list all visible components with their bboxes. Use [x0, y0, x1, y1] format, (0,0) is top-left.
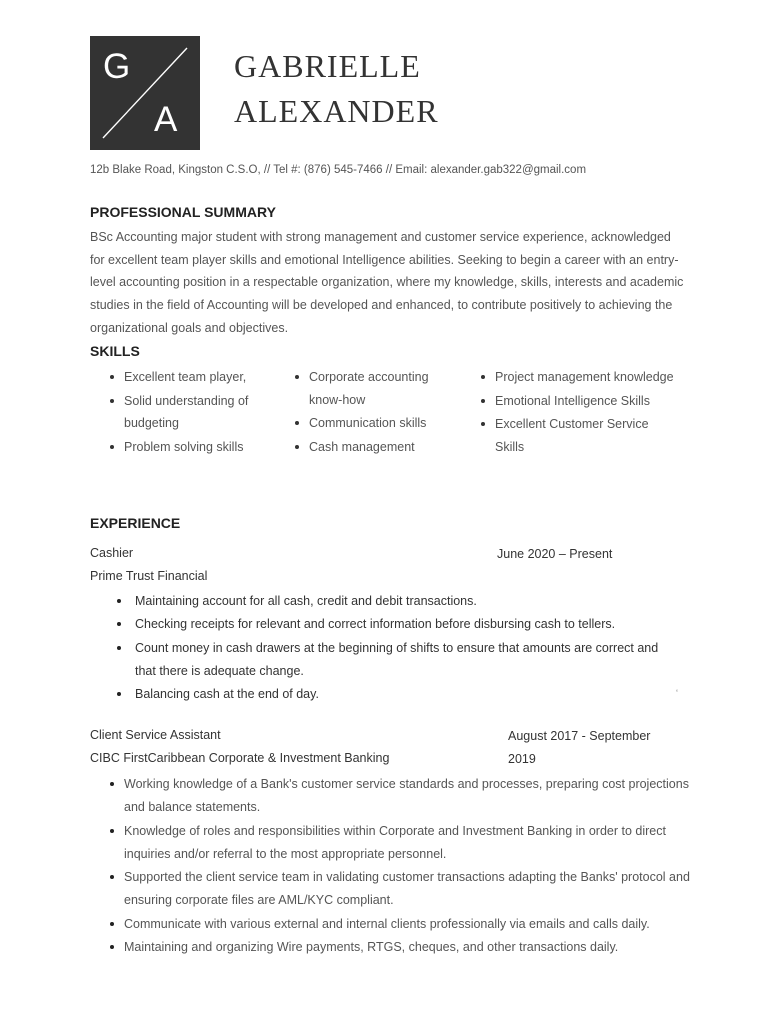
skills-heading: SKILLS — [90, 343, 140, 359]
duty-item: Checking receipts for relevant and correct information before disbursing cash to tellers. — [117, 613, 677, 636]
skills-column-1 — [107, 366, 277, 459]
job-duties-list — [107, 773, 697, 959]
skill-item: Excellent Customer Service Skills — [478, 413, 678, 458]
skill-item: Communication skills — [292, 412, 462, 435]
job-title: Cashier — [90, 546, 134, 560]
skill-item: Project management knowledge — [478, 366, 678, 389]
summary-heading: PROFESSIONAL SUMMARY — [90, 204, 276, 220]
summary-text: BSc Accounting major student with strong management and customer service experience, acknowledged for excellent team player skills and emotional Intelligence abilities. Seeking to begin a career with an entry-level accounting position in a respectable organization, where my knowledge, skills, interests and academic studies in the field of Accounting will be developed and enhanced, to contribute positively to achieving the organizational goals and objectives. — [90, 230, 684, 335]
skill-item: Solid understanding of budgeting — [107, 390, 277, 435]
monogram-last-initial: A — [154, 100, 178, 139]
skill-item: Cash management — [292, 436, 462, 459]
job-date: June 2020 – Present — [497, 547, 613, 561]
skill-item: Corporate accounting know-how — [292, 366, 462, 411]
name-last: ALEXANDER — [234, 93, 439, 129]
skills-column-2 — [292, 366, 462, 459]
duty-item: Working knowledge of a Bank's customer service standards and processes, preparing cost projections and balance statements. — [107, 773, 697, 820]
monogram-logo — [90, 36, 200, 150]
stray-mark: ‘ — [676, 688, 678, 698]
duty-item: Supported the client service team in validating customer transactions adapting the Banks' protocol and ensuring corporate files are AML/KYC compliant. — [107, 866, 697, 913]
skill-item: Problem solving skills — [107, 436, 277, 459]
skill-item: Excellent team player, — [107, 366, 277, 389]
duty-item: Count money in cash drawers at the beginning of shifts to ensure that amounts are correct and that there is adequate change. — [117, 637, 677, 684]
duty-item: Knowledge of roles and responsibilities within Corporate and Investment Banking in order to direct inquiries and/or referral to the most appropriate personnel. — [107, 820, 697, 867]
job-date: August 2017 - September 2019 — [508, 729, 651, 766]
skills-column-3 — [478, 366, 678, 459]
skill-item: Emotional Intelligence Skills — [478, 390, 678, 413]
candidate-name — [234, 44, 439, 134]
duty-item: Maintaining and organizing Wire payments, RTGS, cheques, and other transactions daily. — [107, 936, 697, 959]
duty-item: Communicate with various external and internal clients professionally via emails and calls daily. — [107, 913, 697, 936]
duty-item: Maintaining account for all cash, credit and debit transactions. — [117, 590, 677, 613]
name-first: GABRIELLE — [234, 48, 421, 84]
job-organization: CIBC FirstCaribbean Corporate & Investment Banking — [90, 751, 390, 765]
duty-item: Balancing cash at the end of day. — [117, 683, 677, 706]
contact-line: 12b Blake Road, Kingston C.S.O, // Tel #: (876) 545-7466 // Email: alexander.gab322@gmail.com — [90, 164, 587, 176]
job-title: Client Service Assistant — [90, 728, 221, 742]
job-duties-list — [117, 590, 677, 706]
job-organization: Prime Trust Financial — [90, 569, 208, 583]
monogram-first-initial: G — [103, 47, 131, 86]
experience-heading: EXPERIENCE — [90, 515, 181, 531]
